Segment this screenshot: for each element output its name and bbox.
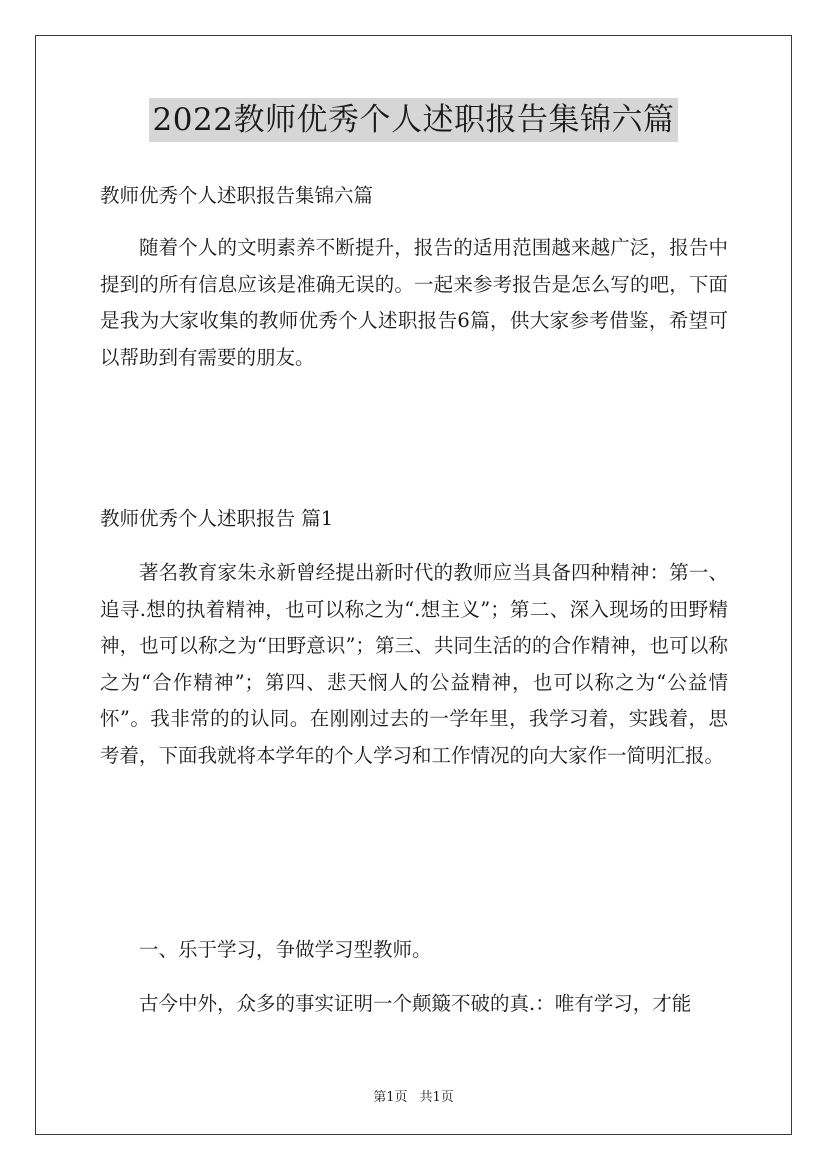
section1-item-block xyxy=(100,932,728,969)
section1-item-1: 一、乐于学习，争做学习型教师。 xyxy=(139,938,432,961)
section1-heading-block xyxy=(100,501,728,538)
document-subtitle: 教师优秀个人述职报告集锦六篇 xyxy=(100,184,374,207)
subtitle-block xyxy=(100,178,728,215)
title-container xyxy=(0,98,827,142)
page-footer xyxy=(0,1086,827,1105)
section1-paragraph-1: 著名教育家朱永新曾经提出新时代的教师应当具备四种精神：第一、追寻.想的执着精神，也可以称之为“.想主义”；第二、深入现场的田野精神，也可以称之为“田野意识”；第三、共同生活的的合作精神，也可以称之为“合作精神”；第四、悲天悯人的公益精神，也可以称之为“公益情怀”。我非常的的认同。在刚刚过去的一学年里，我学习着，实践着，思考着，下面我就将本学年的个人学习和工作情况的向大家作一简明汇报。 xyxy=(100,561,728,767)
section1-body xyxy=(100,555,728,774)
document-title: 2022教师优秀个人述职报告集锦六篇 xyxy=(149,98,679,142)
page-number: 第1页 xyxy=(373,1090,408,1105)
section1-para2-block xyxy=(100,986,728,1023)
intro-paragraph: 随着个人的文明素养不断提升，报告的适用范围越来越广泛，报告中提到的所有信息应该是准确无误的。一起来参考报告是怎么写的吧，下面是我为大家收集的教师优秀个人述职报告6篇，供大家参考借鉴，希望可以帮助到有需要的朋友。 xyxy=(100,236,728,369)
page-total: 共1页 xyxy=(419,1090,454,1105)
intro-block xyxy=(100,230,728,376)
section1-heading: 教师优秀个人述职报告 篇1 xyxy=(100,507,334,530)
section1-paragraph-2: 古今中外，众多的事实证明一个颠簸不破的真.：唯有学习，才能 xyxy=(139,992,692,1015)
